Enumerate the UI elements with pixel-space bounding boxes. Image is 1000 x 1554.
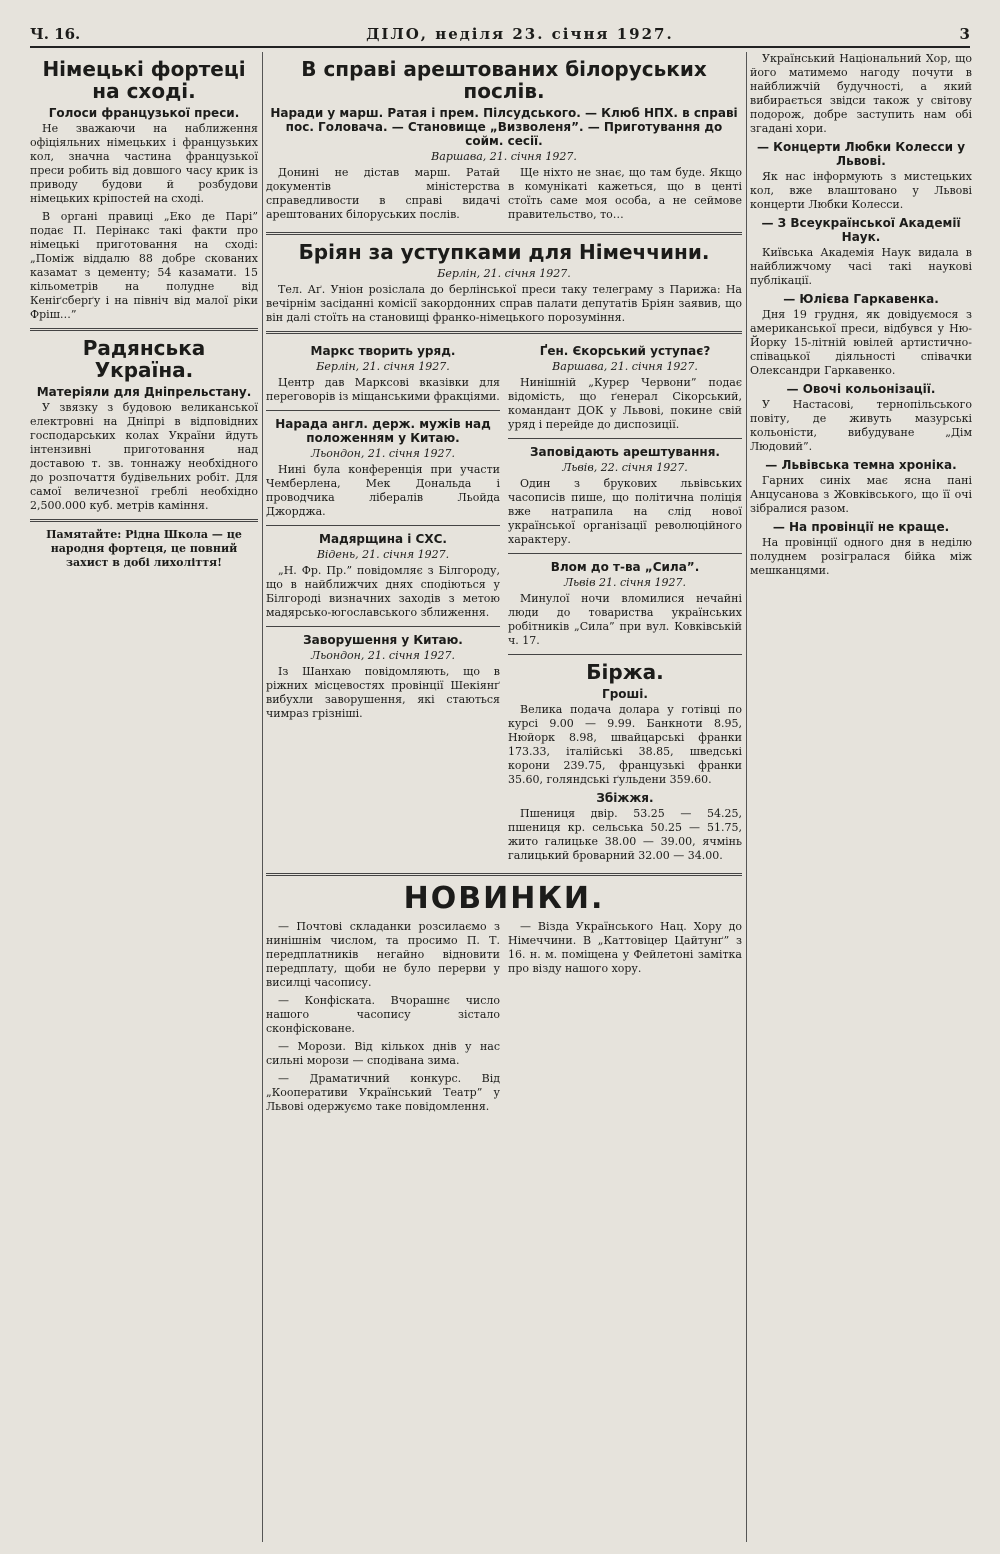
page-number: 3 (959, 25, 970, 43)
academy-paragraph: Київська Академія Наук видала в найближчому часі такі наукові публікації. (750, 246, 972, 287)
dateline: Льондон, 21. січня 1927. (311, 649, 455, 662)
article-title-fortresses: Німецькі фортеці на сході. (42, 57, 246, 103)
article-title-provinces: — На провінції не краще. (772, 520, 950, 534)
fortresses-paragraph-1: Не зважаючи на наближення офіціяльних німецьких і французьких кол, значна частина французької преси робить від довшого часу крик із приводу будови й розбудови німецьких кріпостей на сході. (30, 122, 258, 205)
dateline: Льондон, 21. січня 1927. (311, 447, 455, 460)
article-title-belarus-deputies: В справі арештованих білоруських послів. (301, 57, 707, 103)
section-title-news: НОВИНКИ. (403, 881, 605, 916)
news-subcolumn-left (266, 340, 500, 867)
article-title-china-conference: Нарада англ. держ. мужів над положенням у Китаю. (275, 417, 491, 445)
article-title-soviet-ukraine: Радянська Україна. (82, 336, 206, 382)
briand-paragraph: Тел. Аґ. Уніон розіслала до берлінської преси таку телеграму з Парижа: На вечірнім засіданні комісії закордонних справ палати депутатів Бріян заявив, що він далі стоїть на становищі франко-німецького порозуміння. (266, 283, 742, 324)
choir-continuation: Український Національний Хор, що його матимемо нагоду почути в найближчій будучності, а який вибирається звідси також у світову подорож, добре заступить нам обі згадані хори. (750, 52, 972, 135)
article-title-lviv-chronicle: — Львівська темна хроніка. (765, 458, 957, 472)
article-title-briand: Бріян за уступками для Німеччини. (298, 240, 710, 264)
hungary-paragraph: „Н. Фр. Пр.” повідомляє з Білгороду, що в найближчих днях сподіються у Білгороді визначних заходів з метою мадярсько-югославського зближення. (266, 564, 500, 619)
news-subcolumn-right (508, 340, 742, 867)
dateline: Варшава, 21. січня 1927. (552, 360, 698, 373)
news-item-frosts: — Морози. Від кількох днів у нас сильні морози — сподівана зима. (266, 1040, 500, 1067)
news-item-postal: — Почтові складанки розсилаємо з нинішнім числом, та просимо П. Т. передплатників негайно відновити передплату, щоби не було перерви у висилці часопису. (266, 920, 500, 989)
article-subtitle-fortresses: Голоси французької преси. (48, 106, 240, 120)
school-slogan: Памятайте: Рідна Школа — це народня фортеця, це повний захист в добі лихоліття! (46, 528, 242, 569)
dateline: Варшава, 21. січня 1927. (431, 150, 577, 163)
exchange-money-paragraph: Велика подача долара у готівці по курсі 9.00 — 9.99. Банкноти 8.95, Нюйорк 8.98, швайцарські франки 173.33, італійські 38.85, шведські корони 239.75, французькі франки 35.60, голяндські ґульдени 359.60. (508, 703, 742, 786)
news-grid (266, 340, 742, 867)
belarus-paragraph-1: Донині не дістав марш. Ратай документів міністерства справедливости в справі видачі арештованих білоруських послів. (266, 166, 500, 221)
exchange-subtitle-grain: Збіжжя. (596, 791, 654, 805)
exchange-subtitle-money: Гроші. (602, 687, 648, 701)
news-item-confiscation: — Конфіската. Вчорашнє число нашого часопису зістало сконфісковане. (266, 994, 500, 1035)
arrests-paragraph: Один з брукових львівських часописів пише, що політична поліція вже натрапила на слід нової української організації революційного характеру. (508, 477, 742, 546)
issue-number: Ч. 16. (30, 25, 81, 43)
article-title-hungary: Мадярщина і СХС. (319, 532, 447, 546)
china-unrest-paragraph: Із Шанхаю повідомляють, що в ріжних місцевостях провінції Шекіянґ вибухли заворушення, які стаються чимраз грізніші. (266, 665, 500, 720)
colonization-paragraph: У Настасові, тернопільського повіту, де живуть мазурські кольоністи, вибудуване „Дім Людовий”. (750, 398, 972, 453)
marx-paragraph: Центр дав Марксові вказівки для переговорів із міщанськими фракціями. (266, 376, 500, 403)
column-center (266, 52, 742, 1118)
divider (508, 654, 742, 655)
divider (266, 331, 742, 334)
divider (266, 873, 742, 876)
china-conference-paragraph: Нині була конференція при участи Чемберлена, Мек Дональда і проводчика лібералів Льойда Джорджа. (266, 463, 500, 518)
news-section-body (266, 920, 742, 1118)
column-left (30, 52, 258, 570)
column-right (750, 52, 972, 582)
divider (508, 553, 742, 554)
section-title-exchange: Біржа. (586, 660, 664, 684)
lviv-chronicle-paragraph: Гарних синіх має ясна пані Анцусанова з Жовківського, що її очі зібралися разом. (750, 474, 972, 515)
divider (266, 232, 742, 235)
dateline: Львів 21. січня 1927. (563, 576, 686, 589)
provinces-paragraph: На провінції одного дня в неділю полуднем розігралася бійка між мешканцями. (750, 536, 972, 577)
article-title-academy: — З Всеукраїнської Академії Наук. (761, 216, 961, 244)
divider (266, 525, 500, 526)
article-title-arrests: Заповідають арештування. (530, 445, 720, 459)
page-header (30, 22, 970, 48)
divider (266, 626, 500, 627)
belarus-body (266, 166, 742, 226)
dateline: Берлін, 21. січня 1927. (316, 360, 450, 373)
column-divider-2 (746, 52, 747, 1542)
article-title-marx: Маркс творить уряд. (310, 344, 456, 358)
article-title-sikorski: Ґен. Єкорський уступає? (539, 344, 711, 358)
divider (30, 519, 258, 522)
divider (508, 438, 742, 439)
dateline: Відень, 21. січня 1927. (316, 548, 450, 561)
article-title-harkavenko: — Юлієва Гаркавенка. (783, 292, 939, 306)
sila-paragraph: Минулої ночи вломилися нечайні люди до товариства українських робітників „Сила” при вул. Ковківській ч. 17. (508, 592, 742, 647)
masthead: ДІЛО, неділя 23. січня 1927. (366, 25, 674, 43)
harkavenko-paragraph: Дня 19 грудня, як довідуємося з американської преси, відбувся у Ню-Йорку 15-літній ювілей артистично-співацької діяльності співачки Олександри Гаркавенко. (750, 308, 972, 377)
article-subtitle-belarus-deputies: Наради у марш. Ратая і прем. Пілсудського. — Клюб НПХ. в справі пос. Головача. — Становище „Визволеня”. — Приготування до сойм. сесії. (270, 106, 738, 148)
news-item-choir: — Візда Українського Нац. Хору до Німеччини. В „Каттовіцер Цайтунґ” з 16. н. м. поміщена у Фейлетоні замітка про візду нашого хору. (508, 920, 742, 975)
article-subtitle-soviet-ukraine: Матеріяли для Дніпрельстану. (36, 385, 252, 399)
divider (30, 328, 258, 331)
exchange-grain-paragraph: Пшениця двір. 53.25 — 54.25, пшениця кр. сельська 50.25 — 51.75, жито галицьке 38.00 — 39.00, ячмінь галицький броварний 32.00 — 34.00. (508, 807, 742, 862)
dateline: Львів, 22. січня 1927. (562, 461, 688, 474)
article-title-kolessa: — Концерти Любки Колесси у Львові. (756, 140, 966, 168)
kolessa-paragraph: Як нас інформують з мистецьких кол, вже влаштовано у Львові концерти Любки Колесси. (750, 170, 972, 211)
dateline: Берлін, 21. січня 1927. (437, 267, 571, 280)
sikorski-paragraph: Нинішній „Курєр Червони” подає відомість, що ґенерал Сікорський, командант ДОК у Львові, покине свій уряд і перейде до диспозиції. (508, 376, 742, 431)
news-item-drama-contest: — Драматичний конкурс. Від „Кооперативи Український Театр” у Львові одержуємо таке повідомлення. (266, 1072, 500, 1113)
article-title-china-unrest: Заворушення у Китаю. (303, 633, 463, 647)
article-title-sila-burglary: Влом до т-ва „Сила”. (550, 560, 700, 574)
article-title-colonization: — Овочі кольонізації. (786, 382, 936, 396)
divider (266, 410, 500, 411)
column-divider-1 (262, 52, 263, 1542)
belarus-paragraph-2: Ще ніхто не знає, що там буде. Якщо в комунікаті кажеться, що в центі стоїть саме моя особа, а не сеймове правительство, то… (508, 166, 742, 221)
fortresses-paragraph-2: В органі правиці „Еко де Парі” подає П. Перінакс такі факти про німецькі приготовання на сході: „Поміж віддалю 88 добре скованих казамат з цементу; 54 казамати. 15 кільометрів на полудне від Кеніґсберґу і на північ від малої ріки Фріш…” (30, 210, 258, 321)
soviet-ukraine-paragraph: У звязку з будовою великанської електровні на Дніпрі в відповідних господарських колах України йдуть інтензивні приготовання над доставою т. зв. тоннажу необхідного до розпочаття будівельних робіт. Для самої величезної греблі необхідно 2,500.000 куб. метрів каміння. (30, 401, 258, 512)
